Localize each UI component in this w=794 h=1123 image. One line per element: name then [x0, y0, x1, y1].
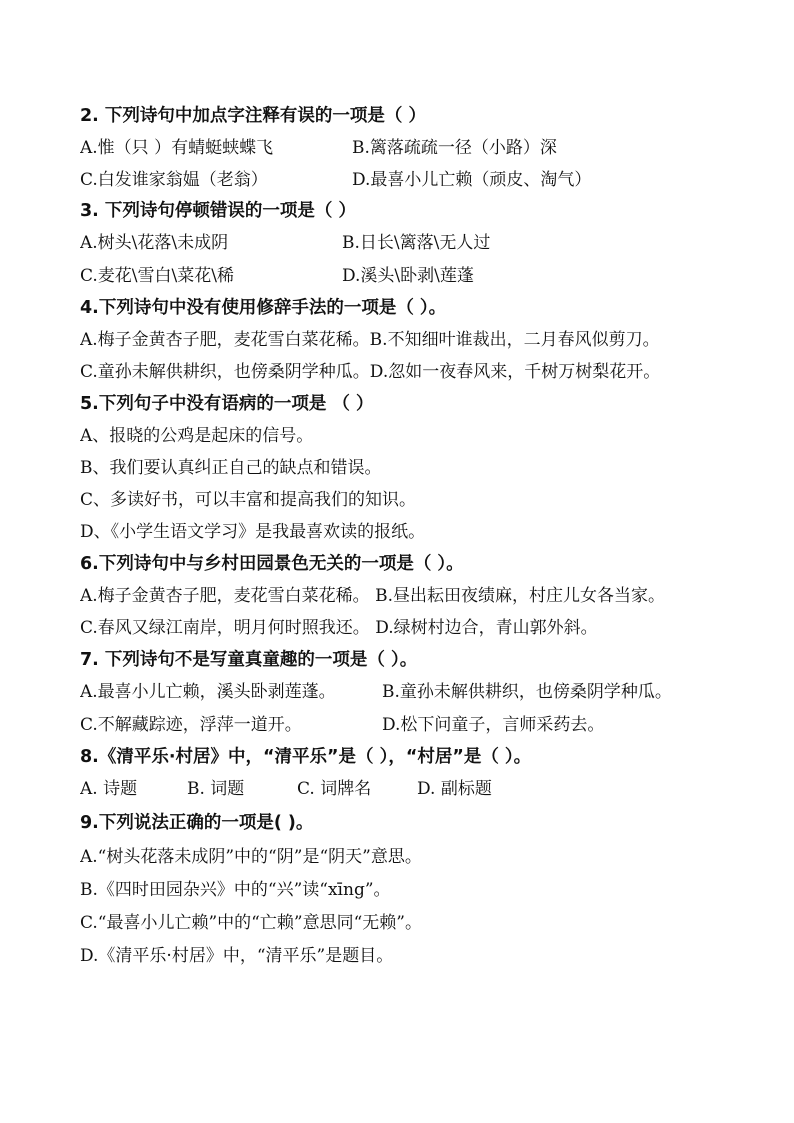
- question-2-option-b[interactable]: B.篱落疏疏一径（小路）深: [352, 138, 557, 158]
- question-6-options-row-2[interactable]: C.春风又绿江南岸，明月何时照我还。 D.绿树村边合，青山郭外斜。: [80, 618, 598, 638]
- question-8-option-b[interactable]: B. 词题: [187, 779, 245, 799]
- question-2-options-row-2: [80, 165, 770, 195]
- question-7-option-a[interactable]: A.最喜小儿亡赖，溪头卧剥莲蓬。: [80, 682, 336, 702]
- question-3-options-row-2: [80, 261, 770, 291]
- question-9-option-c[interactable]: C.“最喜小儿亡赖”中的“亡赖”意思同“无赖”。: [80, 913, 422, 933]
- question-3-option-c[interactable]: C.麦花\雪白\菜花\稀: [80, 266, 234, 286]
- question-5-option-c[interactable]: C、多读好书，可以丰富和提高我们的知识。: [80, 490, 417, 510]
- question-7-option-b[interactable]: B.童孙未解供耕织，也傍桑阴学种瓜。: [382, 682, 672, 702]
- question-4-stem: 4.下列诗句中没有使用修辞手法的一项是（ ）。: [80, 298, 447, 318]
- question-6-options-row-1[interactable]: A.梅子金黄杏子肥，麦花雪白菜花稀。 B.昼出耘田夜绩麻，村庄儿女各当家。: [80, 586, 665, 606]
- question-2-option-d[interactable]: D.最喜小儿亡赖（顽皮、淘气）: [352, 170, 592, 190]
- question-2-stem: 2. 下列诗句中加点字注释有误的一项是（ ）: [80, 106, 427, 126]
- question-9-stem: 9.下列说法正确的一项是( )。: [80, 813, 314, 833]
- question-7-option-d[interactable]: D.松下问童子，言师采药去。: [382, 715, 605, 735]
- question-5-option-b[interactable]: B、我们要认真纠正自己的缺点和错误。: [80, 458, 382, 478]
- question-5-option-a[interactable]: A、报晓的公鸡是起床的信号。: [80, 426, 314, 446]
- question-2-option-c[interactable]: C.白发谁家翁媪（老翁）: [80, 170, 268, 190]
- question-8-option-c[interactable]: C. 词牌名: [297, 779, 372, 799]
- question-8-option-d[interactable]: D. 副标题: [417, 779, 492, 799]
- question-8-option-a[interactable]: A. 诗题: [80, 779, 138, 799]
- question-9-option-a[interactable]: A.“树头花落未成阴”中的“阴”是“阴天”意思。: [80, 847, 422, 867]
- question-8-stem: 8.《清平乐·村居》中，“清平乐”是（ ），“村居”是（ ）。: [80, 747, 532, 767]
- question-3-options-row-1: [80, 228, 770, 258]
- question-4-options-row-1[interactable]: A.梅子金黄杏子肥，麦花雪白菜花稀。B.不知细叶谁裁出，二月春风似剪刀。: [80, 330, 660, 350]
- question-8-options-row-1: [80, 774, 770, 804]
- question-5-stem: 5.下列句子中没有语病的一项是 （ ）: [80, 394, 374, 414]
- question-3-option-a[interactable]: A.树头\花落\未成阴: [80, 233, 229, 253]
- question-7-options-row-2: [80, 710, 770, 740]
- question-4-options-row-2[interactable]: C.童孙未解供耕织，也傍桑阴学种瓜。D.忽如一夜春风来，千树万树梨花开。: [80, 362, 661, 382]
- question-2-options-row-1: [80, 133, 770, 163]
- question-7-stem: 7. 下列诗句不是写童真童趣的一项是（ ）。: [80, 650, 418, 670]
- question-9-option-b[interactable]: B.《四时田园杂兴》中的“兴”读“xīng”。: [80, 880, 391, 900]
- question-6-stem: 6.下列诗句中与乡村田园景色无关的一项是（ ）。: [80, 554, 464, 574]
- question-3-option-b[interactable]: B.日长\篱落\无人过: [342, 233, 491, 253]
- question-7-option-c[interactable]: C.不解藏踪迹，浮萍一道开。: [80, 715, 302, 735]
- question-2-option-a[interactable]: A.惟（只 ）有蜻蜓蛱蝶飞: [80, 138, 274, 158]
- question-7-options-row-1: [80, 677, 770, 707]
- question-5-option-d[interactable]: D、《小学生语文学习》是我最喜欢读的报纸。: [80, 522, 426, 542]
- question-3-stem: 3. 下列诗句停顿错误的一项是（ ）: [80, 201, 357, 221]
- question-3-option-d[interactable]: D.溪头\卧剥\莲蓬: [342, 266, 474, 286]
- question-9-option-d[interactable]: D.《清平乐·村居》中，“清平乐”是题目。: [80, 946, 394, 966]
